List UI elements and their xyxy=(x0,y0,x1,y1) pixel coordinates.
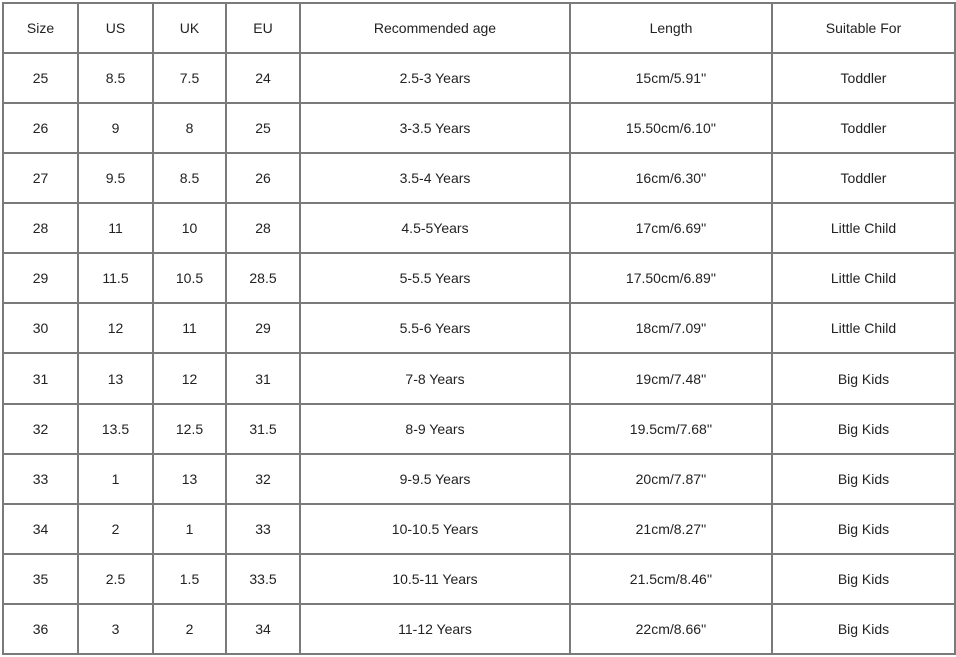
cell-recommended-age: 10-10.5 Years xyxy=(300,504,570,554)
cell-size: 27 xyxy=(3,153,78,203)
cell-recommended-age: 5-5.5 Years xyxy=(300,253,570,303)
cell-uk: 8 xyxy=(153,103,226,153)
header-size: Size xyxy=(3,3,78,53)
table-row xyxy=(3,454,955,504)
cell-suitable-for: Big Kids xyxy=(772,604,955,654)
cell-recommended-age: 2.5-3 Years xyxy=(300,53,570,103)
table-row xyxy=(3,153,955,203)
cell-eu: 31 xyxy=(226,353,300,403)
cell-uk: 13 xyxy=(153,454,226,504)
cell-size: 32 xyxy=(3,404,78,454)
cell-us: 1 xyxy=(78,454,153,504)
cell-size: 35 xyxy=(3,554,78,604)
cell-length: 16cm/6.30'' xyxy=(570,153,772,203)
cell-size: 30 xyxy=(3,303,78,353)
cell-eu: 28.5 xyxy=(226,253,300,303)
cell-eu: 31.5 xyxy=(226,404,300,454)
cell-us: 8.5 xyxy=(78,53,153,103)
table-row xyxy=(3,253,955,303)
cell-recommended-age: 7-8 Years xyxy=(300,353,570,403)
cell-uk: 12.5 xyxy=(153,404,226,454)
header-suitable-for: Suitable For xyxy=(772,3,955,53)
cell-length: 20cm/7.87'' xyxy=(570,454,772,504)
cell-length: 19cm/7.48'' xyxy=(570,353,772,403)
cell-us: 12 xyxy=(78,303,153,353)
cell-us: 13 xyxy=(78,353,153,403)
cell-suitable-for: Toddler xyxy=(772,103,955,153)
cell-suitable-for: Big Kids xyxy=(772,504,955,554)
table-row xyxy=(3,303,955,353)
cell-eu: 28 xyxy=(226,203,300,253)
table-row xyxy=(3,203,955,253)
cell-suitable-for: Big Kids xyxy=(772,454,955,504)
cell-eu: 25 xyxy=(226,103,300,153)
cell-length: 15cm/5.91'' xyxy=(570,53,772,103)
cell-suitable-for: Toddler xyxy=(772,153,955,203)
cell-us: 3 xyxy=(78,604,153,654)
cell-suitable-for: Big Kids xyxy=(772,404,955,454)
cell-us: 11 xyxy=(78,203,153,253)
cell-us: 2 xyxy=(78,504,153,554)
cell-size: 36 xyxy=(3,604,78,654)
table-row xyxy=(3,353,955,403)
header-row xyxy=(3,3,955,53)
cell-recommended-age: 9-9.5 Years xyxy=(300,454,570,504)
cell-length: 18cm/7.09'' xyxy=(570,303,772,353)
cell-recommended-age: 8-9 Years xyxy=(300,404,570,454)
cell-recommended-age: 3.5-4 Years xyxy=(300,153,570,203)
cell-length: 21cm/8.27'' xyxy=(570,504,772,554)
header-length: Length xyxy=(570,3,772,53)
cell-length: 19.5cm/7.68'' xyxy=(570,404,772,454)
header-uk: UK xyxy=(153,3,226,53)
header-recommended-age: Recommended age xyxy=(300,3,570,53)
cell-us: 11.5 xyxy=(78,253,153,303)
cell-recommended-age: 4.5-5Years xyxy=(300,203,570,253)
table-row xyxy=(3,554,955,604)
cell-size: 31 xyxy=(3,353,78,403)
cell-size: 25 xyxy=(3,53,78,103)
cell-length: 17cm/6.69'' xyxy=(570,203,772,253)
table-row xyxy=(3,504,955,554)
table-body xyxy=(3,53,955,654)
cell-suitable-for: Little Child xyxy=(772,253,955,303)
cell-uk: 10 xyxy=(153,203,226,253)
table-row xyxy=(3,53,955,103)
cell-length: 17.50cm/6.89'' xyxy=(570,253,772,303)
cell-size: 33 xyxy=(3,454,78,504)
cell-recommended-age: 5.5-6 Years xyxy=(300,303,570,353)
header-us: US xyxy=(78,3,153,53)
size-chart-table xyxy=(2,2,956,655)
table-row xyxy=(3,404,955,454)
cell-length: 22cm/8.66'' xyxy=(570,604,772,654)
cell-size: 26 xyxy=(3,103,78,153)
cell-suitable-for: Little Child xyxy=(772,303,955,353)
cell-uk: 8.5 xyxy=(153,153,226,203)
cell-uk: 1 xyxy=(153,504,226,554)
cell-eu: 24 xyxy=(226,53,300,103)
cell-eu: 32 xyxy=(226,454,300,504)
cell-suitable-for: Toddler xyxy=(772,53,955,103)
cell-uk: 10.5 xyxy=(153,253,226,303)
cell-uk: 2 xyxy=(153,604,226,654)
cell-eu: 33 xyxy=(226,504,300,554)
cell-eu: 34 xyxy=(226,604,300,654)
header-eu: EU xyxy=(226,3,300,53)
cell-suitable-for: Big Kids xyxy=(772,353,955,403)
cell-eu: 26 xyxy=(226,153,300,203)
cell-recommended-age: 10.5-11 Years xyxy=(300,554,570,604)
table-row xyxy=(3,103,955,153)
cell-suitable-for: Big Kids xyxy=(772,554,955,604)
cell-eu: 29 xyxy=(226,303,300,353)
cell-us: 13.5 xyxy=(78,404,153,454)
cell-uk: 7.5 xyxy=(153,53,226,103)
cell-us: 9.5 xyxy=(78,153,153,203)
cell-size: 34 xyxy=(3,504,78,554)
cell-us: 2.5 xyxy=(78,554,153,604)
cell-suitable-for: Little Child xyxy=(772,203,955,253)
cell-size: 28 xyxy=(3,203,78,253)
cell-us: 9 xyxy=(78,103,153,153)
cell-eu: 33.5 xyxy=(226,554,300,604)
cell-uk: 12 xyxy=(153,353,226,403)
table-row xyxy=(3,604,955,654)
cell-length: 21.5cm/8.46'' xyxy=(570,554,772,604)
cell-recommended-age: 11-12 Years xyxy=(300,604,570,654)
cell-length: 15.50cm/6.10'' xyxy=(570,103,772,153)
cell-size: 29 xyxy=(3,253,78,303)
cell-recommended-age: 3-3.5 Years xyxy=(300,103,570,153)
cell-uk: 1.5 xyxy=(153,554,226,604)
cell-uk: 11 xyxy=(153,303,226,353)
